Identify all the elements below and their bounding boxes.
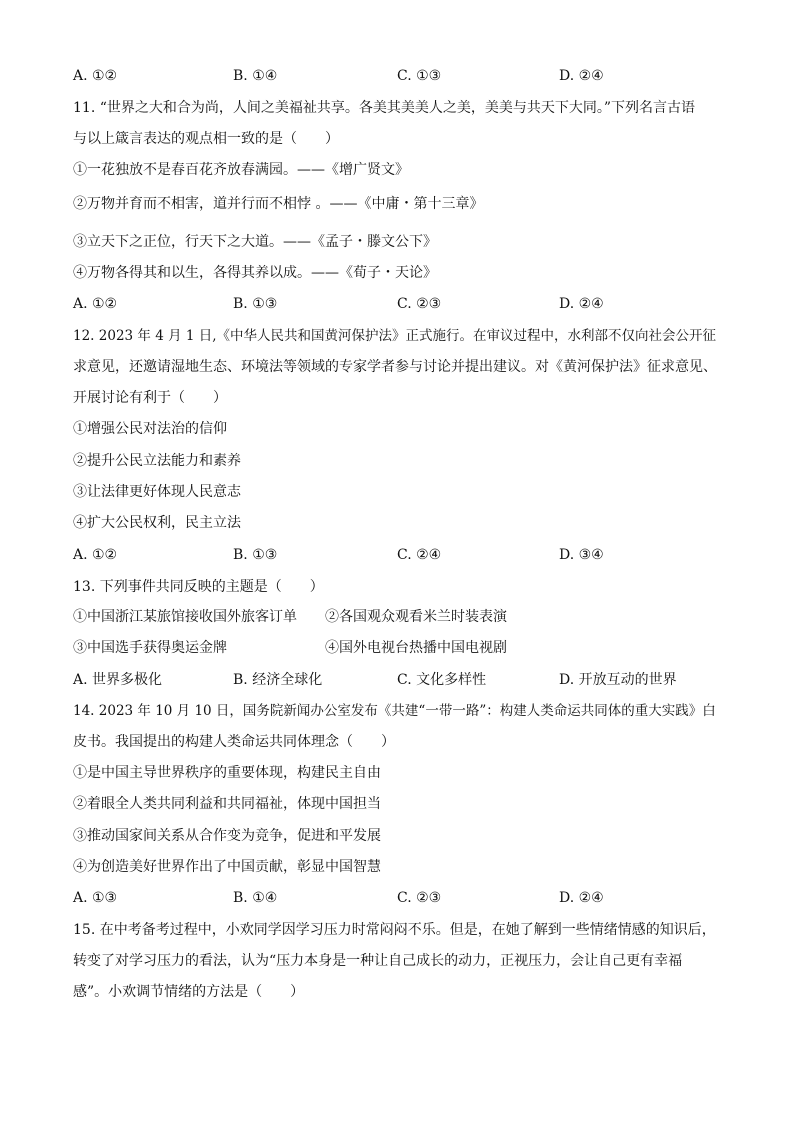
q12-stem-line-2: 求意见，还邀请湿地生态、环境法等领域的专家学者参与讨论并提出建议。对《黄河保护法》征求意见、 [73,359,717,375]
q12-option-c: C. ②④ [397,547,442,563]
q11-item-4: ④万物各得其和以生，各得其养以成。——《荀子・天论》 [73,265,437,281]
q12-item-2: ②提升公民立法能力和素养 [73,453,241,469]
q11-stem-line-1: 11. “世界之大和合为尚，人间之美福祉共享。各美其美美人之美，美美与共天下大同。”下列名言古语 [73,100,696,116]
q11-option-d: D. ②④ [559,296,604,312]
q12-options [73,545,733,565]
q11-item-3: ③立天下之正位，行天下之大道。——《孟子・滕文公下》 [73,234,437,250]
q14-option-c: C. ②③ [397,890,442,906]
q11-stem-line-2: 与以上箴言表达的观点相一致的是（ ） [73,131,339,147]
q14-option-b: B. ①④ [233,890,278,906]
q13-items-row-1: ①中国浙江某旅馆接收国外旅客订单 ②各国观众观看米兰时装表演 [73,609,507,625]
q12-stem-line-1: 12. 2023 年 4 月 1 日,《中华人民共和国黄河保护法》正式施行。在审议过程中，水利部不仅向社会公开征 [73,328,717,344]
q14-item-3: ③推动国家间关系从合作变为竞争，促进和平发展 [73,828,381,844]
q10-option-c: C. ①③ [397,68,442,84]
q15-stem-line-3: 感”。小欢调节情绪的方法是（ ） [73,984,305,1000]
q11-item-2: ②万物并育而不相害，道并行而不相悖 。——《中庸・第十三章》 [73,196,484,212]
q12-item-1: ①增强公民对法治的信仰 [73,421,227,437]
q11-options [73,294,733,314]
q11-option-b: B. ①③ [233,296,278,312]
q13-option-d: D. 开放互动的世界 [559,672,677,688]
q14-item-4: ④为创造美好世界作出了中国贡献，彰显中国智慧 [73,859,381,875]
q14-option-a: A. ①③ [73,890,118,906]
q13-stem: 13. 下列事件共同反映的主题是（ ） [73,579,324,595]
q12-item-4: ④扩大公民权利，民主立法 [73,515,241,531]
q11-option-a: A. ①② [73,296,118,312]
q12-option-a: A. ①② [73,547,118,563]
q14-item-1: ①是中国主导世界秩序的重要体现，构建民主自由 [73,765,381,781]
q14-options [73,888,733,908]
q13-options [73,670,733,690]
q12-stem-line-3: 开展讨论有利于（ ） [73,390,227,406]
q10-option-b: B. ①④ [233,68,278,84]
q14-stem-line-1: 14. 2023 年 10 月 10 日，国务院新闻办公室发布《共建“一带一路”：构建人类命运共同体的重大实践》白 [73,703,716,719]
q14-stem-line-2: 皮书。我国提出的构建人类命运共同体理念（ ） [73,734,395,750]
q10-options [73,66,733,86]
q10-option-a: A. ①② [73,68,118,84]
q12-option-b: B. ①③ [233,547,278,563]
q13-option-c: C. 文化多样性 [397,672,487,688]
q12-option-d: D. ③④ [559,547,604,563]
q14-option-d: D. ②④ [559,890,604,906]
q14-item-2: ②着眼全人类共同利益和共同福祉，体现中国担当 [73,796,381,812]
q12-item-3: ③让法律更好体现人民意志 [73,484,241,500]
q10-option-d: D. ②④ [559,68,604,84]
q11-option-c: C. ②③ [397,296,442,312]
q13-items-row-2: ③中国选手获得奥运金牌 ④国外电视台热播中国电视剧 [73,640,507,656]
q13-option-a: A. 世界多极化 [73,672,163,688]
q15-stem-line-1: 15. 在中考备考过程中，小欢同学因学习压力时常闷闷不乐。但是，在她了解到一些情绪情感的知识后， [73,922,716,938]
q11-item-1: ①一花独放不是春百花齐放春满园。——《增广贤文》 [73,162,409,178]
q13-option-b: B. 经济全球化 [233,672,323,688]
q15-stem-line-2: 转变了对学习压力的看法，认为“压力本身是一种让自己成长的动力，正视压力，会让自己更有幸福 [73,953,683,969]
